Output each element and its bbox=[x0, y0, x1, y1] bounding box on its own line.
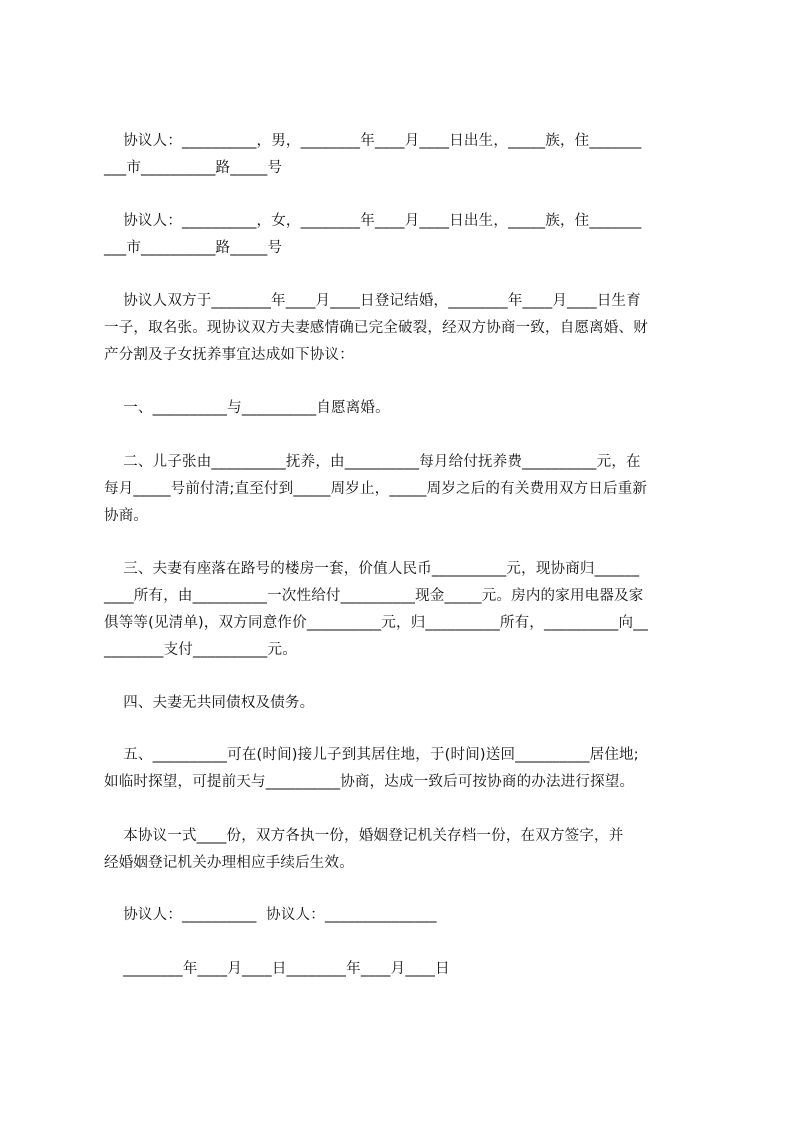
intro-line3: 产分割及子女抚养事宜达成如下协议： bbox=[104, 347, 354, 363]
clause5-line2: 如临时探望，可提前天与__________协商，达成一致后可按协商的办法进行探望。 bbox=[104, 774, 635, 790]
clause2-line3: 协商。 bbox=[104, 508, 149, 524]
date-line: ________年____月____日________年____月____日 bbox=[104, 961, 450, 977]
clause1-line1: 一、__________与__________自愿离婚。 bbox=[104, 400, 390, 416]
clause5-line1: 五、__________可在(时间)接儿子到其居住地，于(时间)送回__________居住地; bbox=[104, 747, 639, 763]
party2-line1: 协议人：__________，女，________年____月____日出生，_____族，住_______ bbox=[104, 213, 642, 229]
clause2-line1: 二、儿子张由__________抚养，由__________每月给付抚养费__________元，在 bbox=[104, 454, 641, 470]
clause3-line1: 三、夫妻有座落在路号的楼房一套，价值人民币__________元，现协商归______ bbox=[104, 561, 640, 577]
intro-line2: 一子，取名张。现协议双方夫妻感情确已完全破裂，经双方协商一致，自愿离婚、财 bbox=[104, 320, 648, 336]
clause3-line4: ________支付__________元。 bbox=[104, 642, 297, 658]
party1-line2: ___市__________路_____号 bbox=[104, 160, 283, 176]
clause4-line1: 四、夫妻无共同债权及债务。 bbox=[104, 695, 315, 711]
effect-line1: 本协议一式____份，双方各执一份，婚姻登记机关存档一份，在双方签字，并 bbox=[104, 828, 624, 844]
clause3-line2: ____所有，由__________一次性给付__________现金_____元。房内的家用电器及家 bbox=[104, 588, 644, 604]
intro-line1: 协议人双方于________年____月____日登记结婚，________年____月____日生育 bbox=[104, 293, 641, 309]
signature-line: 协议人：__________ 协议人：_______________ bbox=[104, 907, 437, 923]
clause3-line3: 俱等等(见清单)，双方同意作价__________元，归__________所有，__________向__ bbox=[104, 615, 649, 631]
clause2-line2: 每月_____号前付清;直至付到_____周岁止，_____周岁之后的有关费用双方日后重新 bbox=[104, 481, 648, 497]
effect-line2: 经婚姻登记机关办理相应手续后生效。 bbox=[104, 855, 354, 871]
party1-line1: 协议人：__________，男，________年____月____日出生，_____族，住_______ bbox=[104, 133, 642, 149]
party2-line2: ___市__________路_____号 bbox=[104, 240, 283, 256]
